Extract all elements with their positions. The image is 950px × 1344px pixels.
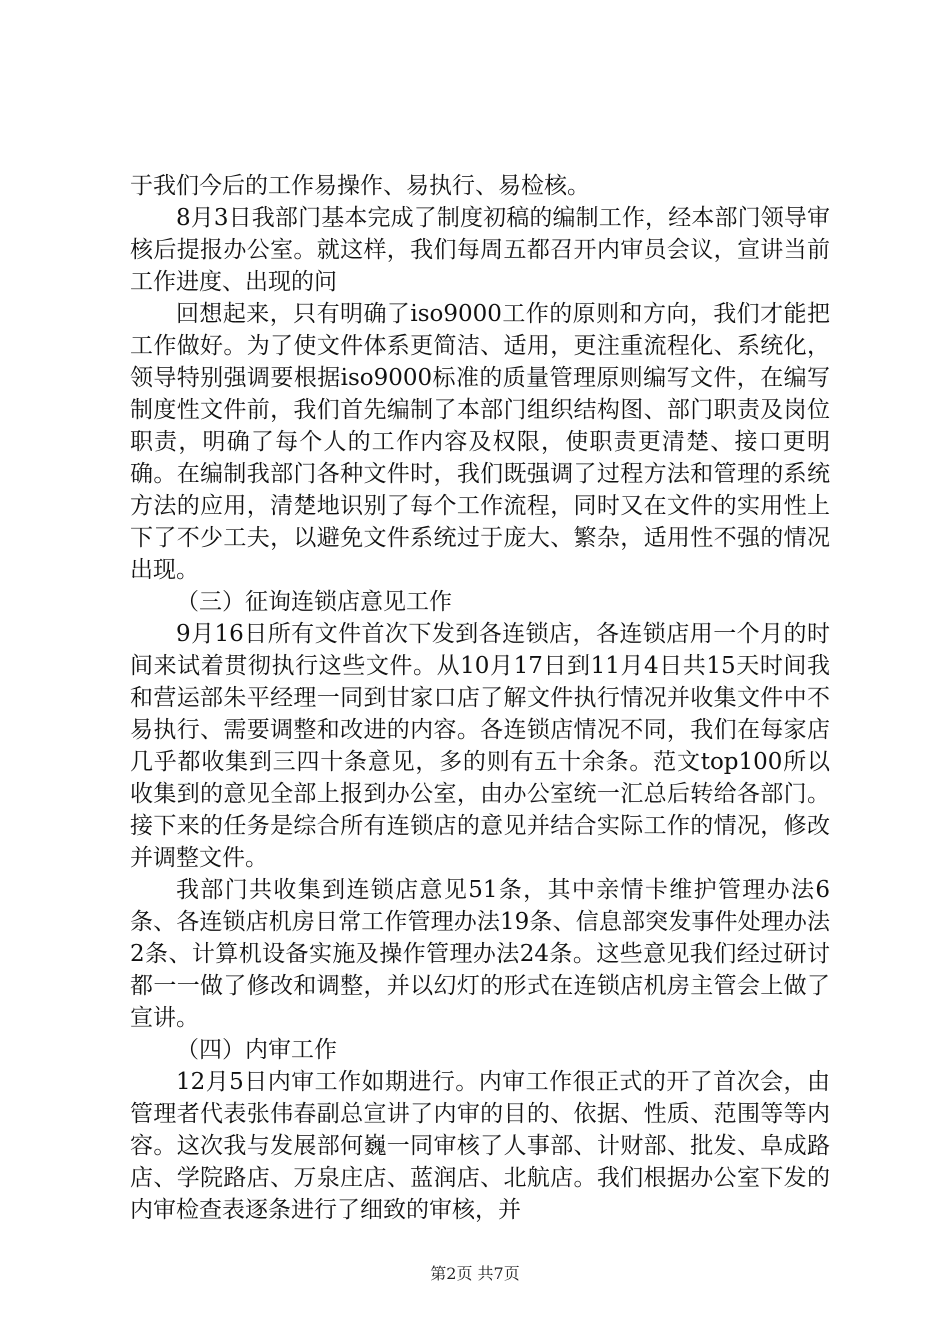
page-footer: 第2页 共7页 xyxy=(430,1264,520,1283)
paragraph-internal-audit: 12月5日内审工作如期进行。内审工作很正式的开了首次会，由管理者代表张伟春副总宣讲了内审的目的、依据、性质、范围等等内容。这次我与发展部何巍一同审核了人事部、计财部、批发、阜成路店、学院路店、万泉庄店、蓝润店、北航店。我们根据办公室下发的内审检查表逐条进行了细致的审核，并 xyxy=(130,1069,830,1223)
section-heading-chain-store-feedback: （三）征询连锁店意见工作 xyxy=(176,589,452,615)
paragraph-document-distribution: 9月16日所有文件首次下发到各连锁店，各连锁店用一个月的时间来试着贯彻执行这些文件。从10月17日到11月4日共15天时间我和营运部朱平经理一同到甘家口店了解文件执行情况并收集文件中不易执行、需要调整和改进的内容。各连锁店情况不同，我们在每家店几乎都收集到三四十条意见，多的则有五十余条。范文top100所以收集到的意见全部上报到办公室，由办公室统一汇总后转给各部门。接下来的任务是综合所有连锁店的意见并结合实际工作的情况，修改并调整文件。 xyxy=(130,621,830,871)
paragraph-iso9000-principles: 回想起来，只有明确了iso9000工作的原则和方向，我们才能把工作做好。为了使文件体系更简洁、适用，更注重流程化、系统化，领导特别强调要根据iso9000标准的质量管理原则编写文件，在编写制度性文件前，我们首先编制了本部门组织结构图、部门职责及岗位职责，明确了每个人的工作内容及权限，使职责更清楚、接口更明确。在编制我部门各种文件时，我们既强调了过程方法和管理的系统方法的应用，清楚地识别了每个工作流程，同时又在文件的实用性上下了不少工夫，以避免文件系统过于庞大、繁杂，适用性不强的情况出现。 xyxy=(130,301,830,583)
section-heading-internal-audit: （四）内审工作 xyxy=(176,1037,337,1063)
document-body xyxy=(130,170,830,1226)
paragraph-feedback-summary: 我部门共收集到连锁店意见51条，其中亲情卡维护管理办法6条、各连锁店机房日常工作管理办法19条、信息部突发事件处理办法2条、计算机设备实施及操作管理办法24条。这些意见我们经过研讨都一一做了修改和调整，并以幻灯的形式在连锁店机房主管会上做了宣讲。 xyxy=(130,877,830,1031)
paragraph-continuation: 于我们今后的工作易操作、易执行、易检核。 xyxy=(130,173,590,199)
paragraph-draft-completion: 8月3日我部门基本完成了制度初稿的编制工作，经本部门领导审核后提报办公室。就这样，我们每周五都召开内审员会议，宣讲当前工作进度、出现的问 xyxy=(130,205,830,295)
